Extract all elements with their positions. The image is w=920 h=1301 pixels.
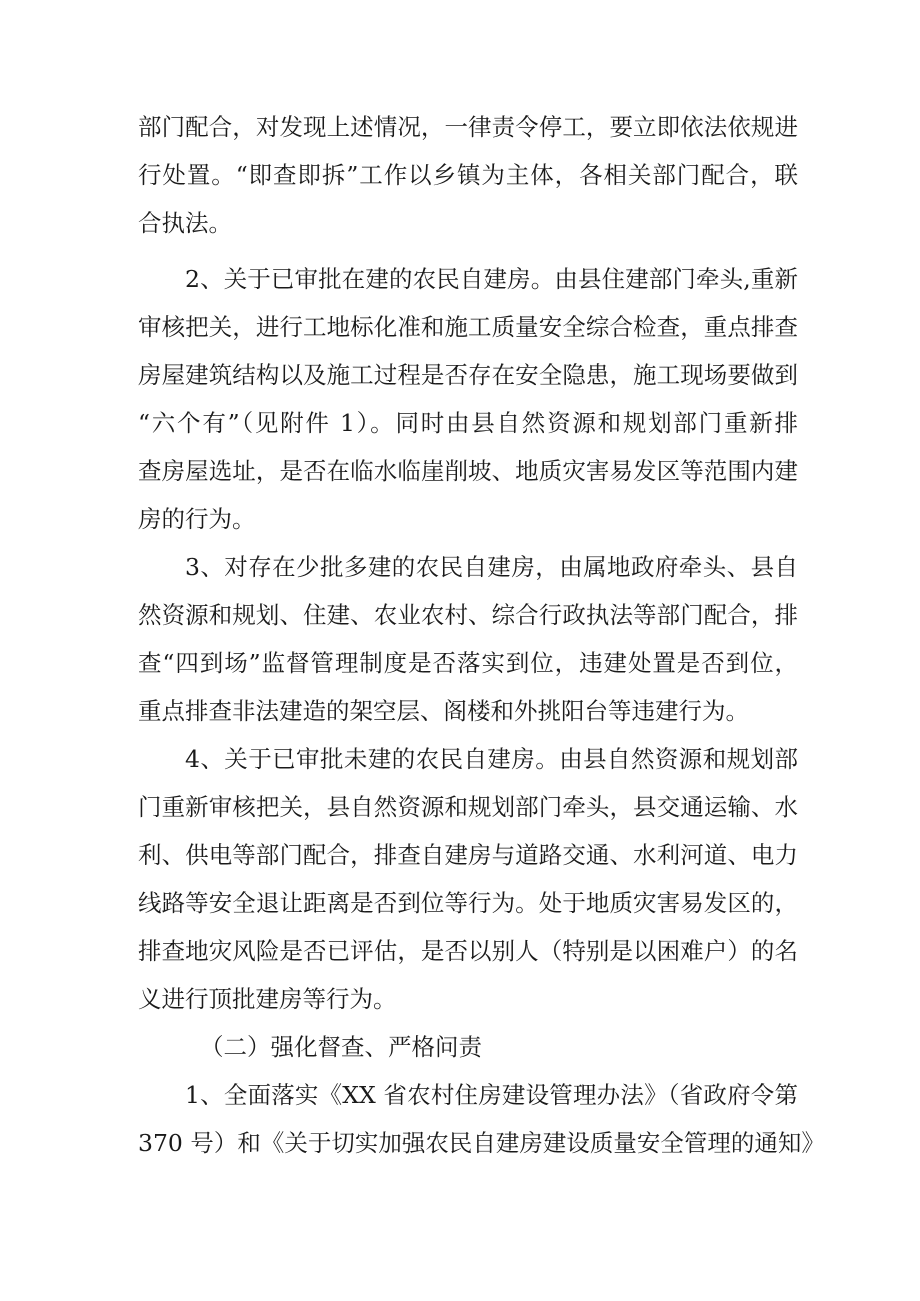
text-line: 合执法。 bbox=[138, 209, 232, 237]
text-line: 4、关于已审批未建的农民自建房。由县自然资源和规划部 bbox=[185, 745, 798, 773]
text-line: 线路等安全退让距离是否到位等行为。处于地质灾害易发区的， bbox=[138, 889, 798, 917]
text-line: 义进行顶批建房等行为。 bbox=[138, 985, 397, 1013]
text-line: 房屋建筑结构以及施工过程是否存在安全隐患，施工现场要做到 bbox=[138, 361, 798, 389]
text-line: 然资源和规划、住建、农业农村、综合行政执法等部门配合，排 bbox=[138, 601, 798, 629]
text-line: 查房屋选址，是否在临水临崖削坡、地质灾害易发区等范围内建 bbox=[138, 457, 798, 485]
text-line: 利、供电等部门配合，排查自建房与道路交通、水利河道、电力 bbox=[138, 841, 798, 869]
text-line: 部门配合，对发现上述情况，一律责令停工，要立即依法依规进 bbox=[138, 113, 798, 141]
section-heading: （二）强化督查、严格问责 bbox=[200, 1033, 482, 1061]
text-line: 3、对存在少批多建的农民自建房，由属地政府牵头、县自 bbox=[185, 553, 798, 581]
text-line: 排查地灾风险是否已评估，是否以别人（特别是以困难户）的名 bbox=[138, 937, 798, 965]
text-line: 房的行为。 bbox=[138, 505, 256, 533]
text-line: 1、全面落实《XX 省农村住房建设管理办法》（省政府令第 bbox=[185, 1081, 798, 1109]
text-line: 重点排查非法建造的架空层、阁楼和外挑阳台等违建行为。 bbox=[138, 697, 749, 725]
text-line: 查“四到场”监督管理制度是否落实到位，违建处置是否到位， bbox=[138, 649, 798, 677]
text-line: 370 号）和《关于切实加强农民自建房建设质量安全管理的通知》 bbox=[138, 1129, 825, 1157]
text-line: 行处置。“即查即拆”工作以乡镇为主体，各相关部门配合，联 bbox=[138, 161, 798, 189]
text-line: 审核把关，进行工地标化准和施工质量安全综合检查，重点排查 bbox=[138, 313, 798, 341]
text-line: 门重新审核把关，县自然资源和规划部门牵头，县交通运输、水 bbox=[138, 793, 798, 821]
text-line: “六个有”（见附件 1）。同时由县自然资源和规划部门重新排 bbox=[138, 409, 798, 437]
text-line: 2、关于已审批在建的农民自建房。由县住建部门牵头,重新 bbox=[185, 265, 798, 293]
